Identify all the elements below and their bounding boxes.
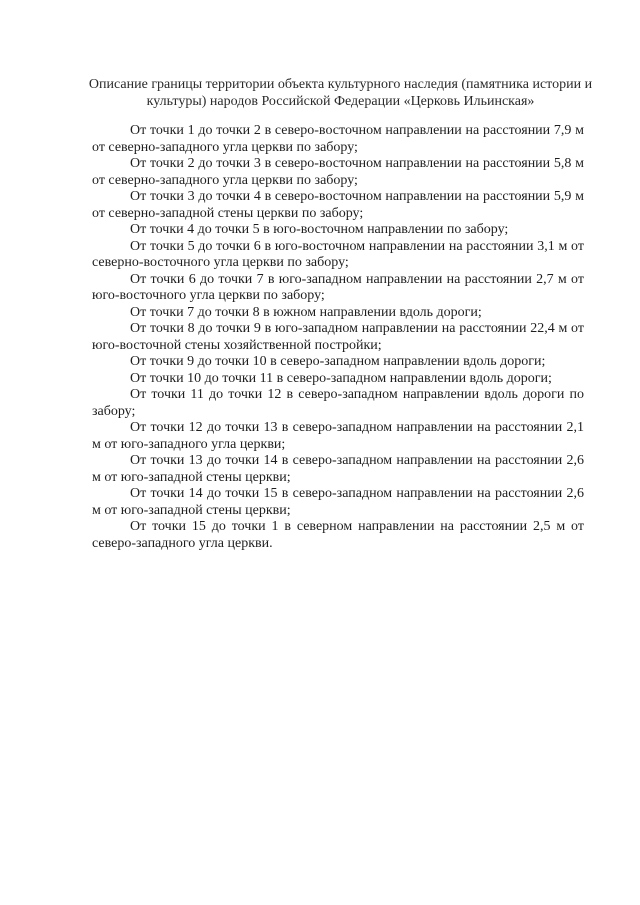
boundary-segment-3: От точки 3 до точки 4 в северо-восточном направлении на расстоянии 5,9 м от северно-западной стены церкви по забору; [92,189,584,221]
boundary-segment-4: От точки 4 до точки 5 в юго-восточном направлении по забору; [130,222,509,237]
boundary-segment-5: От точки 5 до точки 6 в юго-восточном направлении на расстоянии 3,1 м от северно-восточного угла церкви по забору; [92,238,584,270]
boundary-segment-11: От точки 11 до точки 12 в северо-западном направлении вдоль дороги по забору; [92,387,584,419]
boundary-segment-10: От точки 10 до точки 11 в северо-западном направлении вдоль дороги; [130,370,552,386]
boundary-segment-13: От точки 13 до точки 14 в северо-западном направлении на расстоянии 2,6 м от юго-западной стены церкви; [92,453,584,485]
boundary-segment-15: От точки 15 до точки 1 в северном направлении на расстоянии 2,5 м от северо-западного угла церкви. [92,519,584,551]
boundary-segment-12: От точки 12 до точки 13 в северо-западном направлении на расстоянии 2,1 м от юго-западного угла церкви; [92,420,584,452]
boundary-segment-6: От точки 6 до точки 7 в юго-западном направлении на расстоянии 2,7 м от юго-восточного угла церкви по забору; [92,271,584,303]
boundary-segment-1: От точки 1 до точки 2 в северо-восточном направлении на расстоянии 7,9 м от северно-западного угла церкви по забору; [92,123,584,155]
boundary-segment-14: От точки 14 до точки 15 в северо-западном направлении на расстоянии 2,6 м от юго-западной стены церкви; [92,486,584,518]
document-title: Описание границы территории объекта культурного наследия (памятника истории и культуры) народов Российской Федерации «Церковь Ильинская» [88,77,593,109]
boundary-segment-2: От точки 2 до точки 3 в северо-восточном направлении на расстоянии 5,8 м от северно-западного угла церкви по забору; [92,156,584,188]
boundary-segment-8: От точки 8 до точки 9 в юго-западном направлении на расстоянии 22,4 м от юго-восточной стены хозяйственной постройки; [92,321,584,353]
boundary-segment-7: От точки 7 до точки 8 в южном направлении вдоль дороги; [130,304,482,320]
boundary-description [92,123,584,552]
boundary-segment-9: От точки 9 до точки 10 в северо-западном направлении вдоль дороги; [130,354,546,369]
